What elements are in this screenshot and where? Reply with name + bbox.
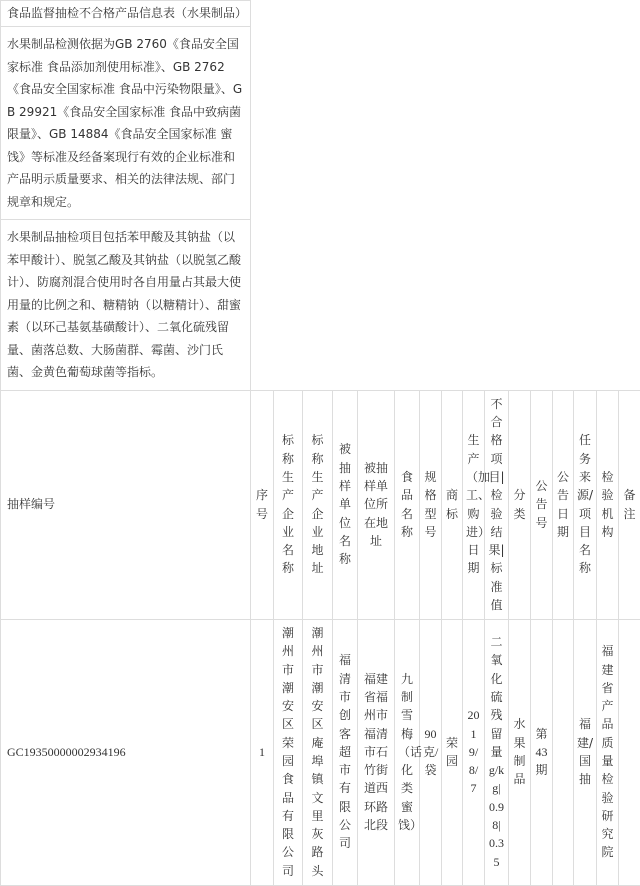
failed-item-cell: 二氧化硫残留量g/kg|0.98|0.35 <box>485 619 509 885</box>
header-cell: 检验机构 <box>597 390 619 619</box>
manufacturer-address-cell: 潮州市潮安区庵埠镇文里灰路头 <box>303 619 333 885</box>
header-cell: 标称生产企业地址 <box>303 390 333 619</box>
header-cell: 不合格项目|检验结果|标准值 <box>485 390 509 619</box>
header-cell: 商标 <box>442 390 463 619</box>
manufacturer-cell: 潮州市潮安区荣园食品有限公司 <box>274 619 303 885</box>
page-title: 食品监督抽检不合格产品信息表（水果制品） <box>1 1 251 27</box>
sample-code-cell: GC19350000002934196 <box>1 619 251 885</box>
header-cell: 规格型号 <box>420 390 442 619</box>
header-cell: 生产（加工、购进）日期 <box>463 390 485 619</box>
announcement-date-cell <box>553 619 574 885</box>
paragraph-standards: 水果制品检测依据为GB 2760《食品安全国家标准 食品添加剂使用标准》、GB 2762《食品安全国家标准 食品中污染物限量》、GB 29921《食品安全国家标准 食品中致病菌限量》、GB 14884《食品安全国家标准 蜜饯》等标准及经备案现行有效的企业标准和产品明示质量要求、相关的法律法规、部门规章和规定。 <box>1 27 251 220</box>
blank <box>251 27 640 220</box>
header-cell: 备注 <box>619 390 640 619</box>
header-cell: 被抽样单位所在地址 <box>358 390 395 619</box>
header-cell: 序号 <box>251 390 274 619</box>
food-name-cell: 九制雪梅（话化类蜜饯） <box>395 619 420 885</box>
header-cell: 公告日期 <box>553 390 574 619</box>
category-cell: 水果制品 <box>509 619 531 885</box>
production-date-cell: 2019/8/7 <box>463 619 485 885</box>
header-cell: 食品名称 <box>395 390 420 619</box>
header-cell: 分类 <box>509 390 531 619</box>
header-cell: 被抽样单位名称 <box>333 390 358 619</box>
sampled-unit-address-cell: 福建省福州市福清市石竹街道西环路北段 <box>358 619 395 885</box>
header-cell: 任务来源/项目名称 <box>574 390 597 619</box>
announcement-number-cell: 第43期 <box>531 619 553 885</box>
header-cell: 公告号 <box>531 390 553 619</box>
remarks-cell <box>619 619 640 885</box>
spec-cell: 90克/袋 <box>420 619 442 885</box>
index-cell: 1 <box>251 619 274 885</box>
table-header-row <box>1 390 640 619</box>
inspection-agency-cell: 福建省产品质量检验研究院 <box>597 619 619 885</box>
task-source-cell: 福建/国抽 <box>574 619 597 885</box>
sampled-unit-cell: 福清市创客超市有限公司 <box>333 619 358 885</box>
blank <box>251 220 640 391</box>
blank <box>251 1 640 27</box>
table-row <box>1 619 640 885</box>
header-cell: 抽样编号 <box>1 390 251 619</box>
header-cell: 标称生产企业名称 <box>274 390 303 619</box>
brand-cell: 荣园 <box>442 619 463 885</box>
paragraph-items: 水果制品抽检项目包括苯甲酸及其钠盐（以苯甲酸计）、脱氢乙酸及其钠盐（以脱氢乙酸计）、防腐剂混合使用时各自用量占其最大使用量的比例之和、糖精钠（以糖精计）、甜蜜素（以环己基氨基磺酸计）、二氧化硫残留量、菌落总数、大肠菌群、霉菌、沙门氏菌、金黄色葡萄球菌等指标。 <box>1 220 251 391</box>
